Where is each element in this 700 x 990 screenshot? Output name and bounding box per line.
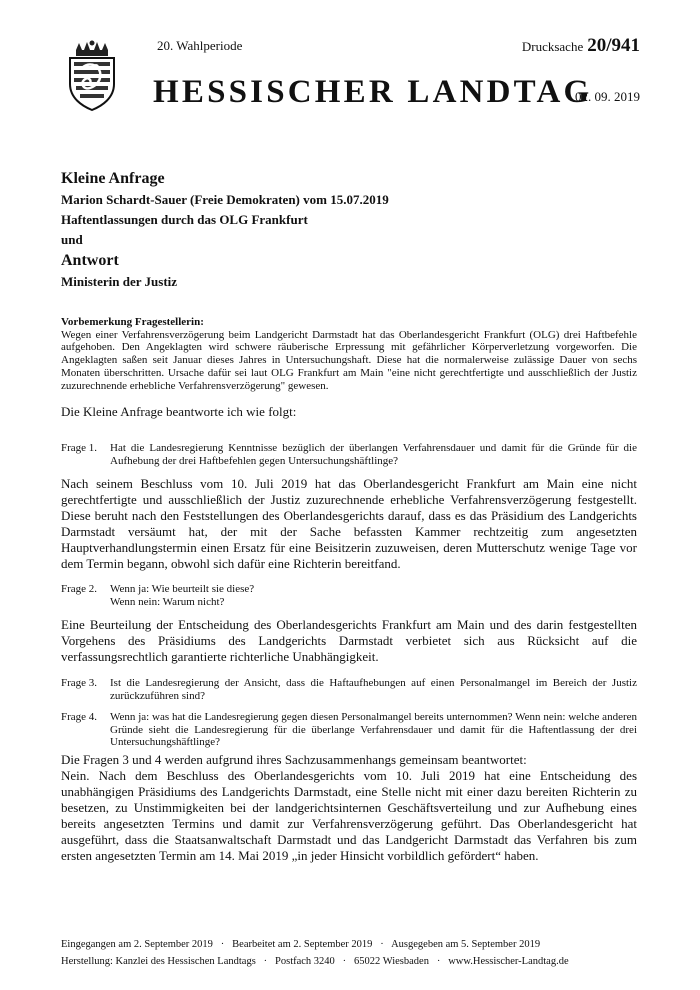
question-text: Wenn ja: was hat die Landesregierung gegen diesen Personalmangel bereits unternommen? Wenn nein: welche anderen Gründe sieht die Landesregierung für die überlange Verfahrensdauer und damit für die Haftentlassung der drei Untersuchungshäftlinge? <box>110 711 637 749</box>
drucksache-label: Drucksache <box>521 39 584 54</box>
hessen-coat-of-arms-icon <box>62 40 122 112</box>
ministry-line: Ministerin der Justiz <box>61 274 178 289</box>
question-text: Ist die Landesregierung der Ansicht, dass die Haftaufhebungen auf einen Personalmangel im Bereich der Justiz zurückzuführen sind? <box>110 677 637 702</box>
document-date: 02. 09. 2019 <box>575 89 640 104</box>
question-text-line-2: Wenn nein: Warum nicht? <box>110 595 225 608</box>
subject-line: Haftentlassungen durch das OLG Frankfurt <box>61 212 308 227</box>
answer-2: Eine Beurteilung der Entscheidung des Oberlandesgerichts Frankfurt am Main und des darin festgestellten Vorgehens des Präsidiums des Landgerichts Darmstadt verbietet sich aus Rücksicht auf die verfassungsrechtlich garantierte richterliche Unabhängigkeit. <box>61 617 637 664</box>
parliament-name: HESSISCHER LANDTAG <box>153 74 593 110</box>
preliminary-title: Vorbemerkung Fragestellerin: <box>61 316 204 328</box>
answer-1: Nach seinem Beschluss vom 10. Juli 2019 hat das Oberlandesgericht Frankfurt am Main eine nicht gerechtfertigte und ausschließlich der Justiz zuzurechnende erhebliche Verfahrensverzögerung festgestellt. Diese beruht nach den Feststellungen des Oberlandesgerichts darauf, dass es das Präsidium des Landgerichts Darmstadt versäumt hat, der mit der Sache befassten Kammer rechtzeitig zum angesetzten Hauptverhandlungstermin einen Ersatz für eine Beisitzerin zuzuweisen, deren Mutterschutz wenige Tage vor dem Termin begann, obwohl sich dafür eine Richterin bereitfand. <box>61 476 637 571</box>
preliminary-remark <box>61 316 637 392</box>
document-type: Kleine Anfrage <box>61 170 165 187</box>
question-1 <box>61 442 637 467</box>
answer-3-4: Nein. Nach dem Beschluss des Oberlandesgerichts vom 10. Juli 2019 hat eine Entscheidung des unabhängigen Präsidiums des Landgerichts Darmstadt, eine Stelle nicht mit einer dazu bereiten Richterin zu besetzen, zu Unstimmigkeiten bei der landgerichtsinternen Geschäftsverteilung und zur Aufhebung eines bereits angesetzten Termins und damit zur Verfahrensverzögerung geführt. Das Oberlandesgericht hat ausgeführt, dass die Staatsanwaltschaft Darmstadt und das Landgericht Darmstadt das Verfahren bis zum ersten angesetzten Termin am 14. Mai 2019 „in jeder Hinsicht vorbildlich gefördert“ haben. <box>61 768 637 863</box>
intro-sentence: Die Kleine Anfrage beantworte ich wie folgt: <box>61 404 297 419</box>
question-label: Frage 1. <box>61 442 98 454</box>
und-line: und <box>61 232 83 247</box>
footer-imprint: Herstellung: Kanzlei des Hessischen Landtags · Postfach 3240 · 65022 Wiesbaden · www.Hessischer-Landtag.de <box>61 956 569 967</box>
author-line: Marion Schardt-Sauer (Freie Demokraten) vom 15.07.2019 <box>61 192 389 207</box>
question-4 <box>61 711 637 749</box>
question-label: Frage 3. <box>61 677 98 689</box>
question-text: Hat die Landesregierung Kenntnisse bezüglich der überlangen Verfahrensdauer und damit für die Gründe für die Aufhebung der drei Haftbefehlen gegen Untersuchungshäftlinge? <box>110 442 637 467</box>
question-2 <box>61 583 637 608</box>
question-label: Frage 2. <box>61 583 98 595</box>
answer-3-4-intro: Die Fragen 3 und 4 werden aufgrund ihres Sachzusammenhangs gemeinsam beantwortet: <box>61 752 527 767</box>
footer <box>61 936 641 970</box>
drucksache-number: 20/941 <box>587 35 640 56</box>
question-label: Frage 4. <box>61 711 98 723</box>
preliminary-text: Wegen einer Verfahrensverzögerung beim Landgericht Darmstadt hat das Oberlandesgericht Frankfurt (OLG) drei Haftbefehle aufgehoben. Den Angeklagten wird schwere räuberische Erpressung mit gefährlicher Körperverletzung vorgeworfen. Die Angeklagten saßen seit Januar dieses Jahres in Untersuchungshaft. Diese hat die normalerweise zulässige Dauer von sechs Monaten überschritten. Ursache dafür sei laut OLG Frankfurt am Main "eine nicht gerechtfertigte und ausschließlich der Justiz zuzurechnende erhebliche Verfahrensverzögerung" gewesen. <box>61 328 637 392</box>
drucksache <box>522 35 640 57</box>
answer-title: Antwort <box>61 252 119 269</box>
question-text-line-1: Wenn ja: Wie beurteilt sie diese? <box>110 583 255 595</box>
wahlperiode: 20. Wahlperiode <box>157 38 243 53</box>
footer-dates: Eingegangen am 2. September 2019 · Bearbeitet am 2. September 2019 · Ausgegeben am 5. September 2019 <box>61 939 541 950</box>
question-3 <box>61 677 637 702</box>
document-heading <box>61 168 641 292</box>
